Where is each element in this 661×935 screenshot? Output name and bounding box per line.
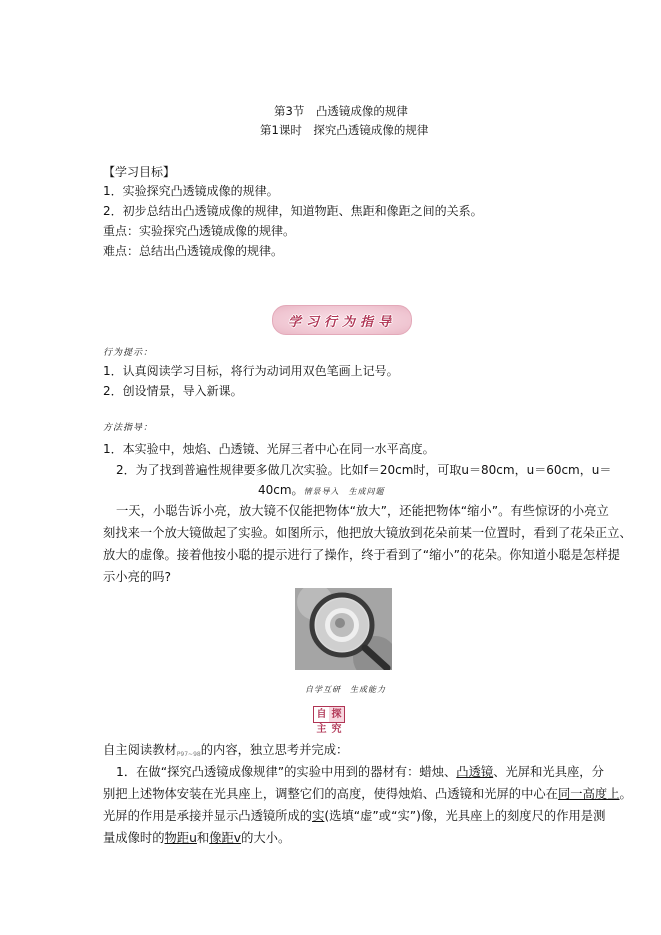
badge-left-label: 自主 xyxy=(314,707,329,722)
self-explore-badge xyxy=(313,706,345,735)
self-study-intro: 自主阅读教材$_{P97\sim 98}$的内容，独立思考并完成： xyxy=(103,743,349,758)
behavior-item: 1．认真阅读学习目标，将行为动词用双色笔画上记号。 xyxy=(103,364,399,378)
story-line: 刻找来一个放大镜做起了实验。如图所示，他把放大镜放到花朵前某一位置时，看到了花朵正立、 xyxy=(103,526,632,540)
difficulty-point: 难点：总结出凸透镜成像的规律。 xyxy=(103,244,284,258)
answer-blank: 同一高度上 xyxy=(558,787,620,801)
banner-label: 学习行为指导 xyxy=(287,315,396,330)
method-item-continued: 40cm。情景导入 生成问题 xyxy=(258,483,385,497)
answer-blank: 物距u xyxy=(164,831,197,845)
behavior-hint-label: 行为提示： xyxy=(103,348,154,358)
method-label: 方法指导： xyxy=(103,423,154,433)
story-line: 放大的虚像。接着他按小聪的提示进行了操作，终于看到了“缩小”的花朵。你知道小聪是怎样提 xyxy=(103,548,620,562)
question-line: 别把上述物体安装在光具座上，调整它们的高度，使得烛焰、凸透镜和光屏的中心在同一高度上。 xyxy=(103,787,632,801)
story-line: 示小亮的吗? xyxy=(103,570,172,584)
answer-blank: 实 xyxy=(312,809,325,823)
section-title: 第3节 凸透镜成像的规律 xyxy=(274,104,408,118)
badge-right-label: 探究 xyxy=(331,709,342,735)
magnifier-flower-photo xyxy=(295,588,392,670)
story-line: 一天，小聪告诉小亮，放大镜不仅能把物体“放大”，还能把物体“缩小”。有些惊讶的小亮立 xyxy=(116,504,609,518)
answer-blank: 凸透镜 xyxy=(456,765,494,779)
lesson-title: 第1课时 探究凸透镜成像的规律 xyxy=(260,123,429,137)
behavior-item: 2．创设情景，导入新课。 xyxy=(103,384,243,398)
objectives-heading: 【学习目标】 xyxy=(103,165,176,179)
answer-blank: 像距v xyxy=(209,831,242,845)
objective-item: 2．初步总结出凸透镜成像的规律，知道物距、焦距和像距之间的关系。 xyxy=(103,204,483,218)
learning-guidance-banner xyxy=(272,305,412,335)
objective-item: 1．实验探究凸透镜成像的规律。 xyxy=(103,184,279,198)
method-item: 1．本实验中，烛焰、凸透镜、光屏三者中心在同一水平高度。 xyxy=(103,442,435,456)
self-study-caption: 自学互研 生成能力 xyxy=(305,685,386,694)
key-point: 重点：实验探究凸透镜成像的规律。 xyxy=(103,224,296,238)
question-line: 1．在做“探究凸透镜成像规律”的实验中用到的器材有：蜡烛、凸透镜、光屏和光具座，分 xyxy=(116,765,604,779)
question-line: 量成像时的物距u和像距v的大小。 xyxy=(103,831,291,845)
question-line: 光屏的作用是承接并显示凸透镜所成的实(选填“虚”或“实”)像，光具座上的刻度尺的作用是测 xyxy=(103,809,606,823)
method-item: 2．为了找到普遍性规律要多做几次实验。比如f＝20cm时，可取u＝80cm，u＝60cm，u＝ xyxy=(116,463,612,477)
